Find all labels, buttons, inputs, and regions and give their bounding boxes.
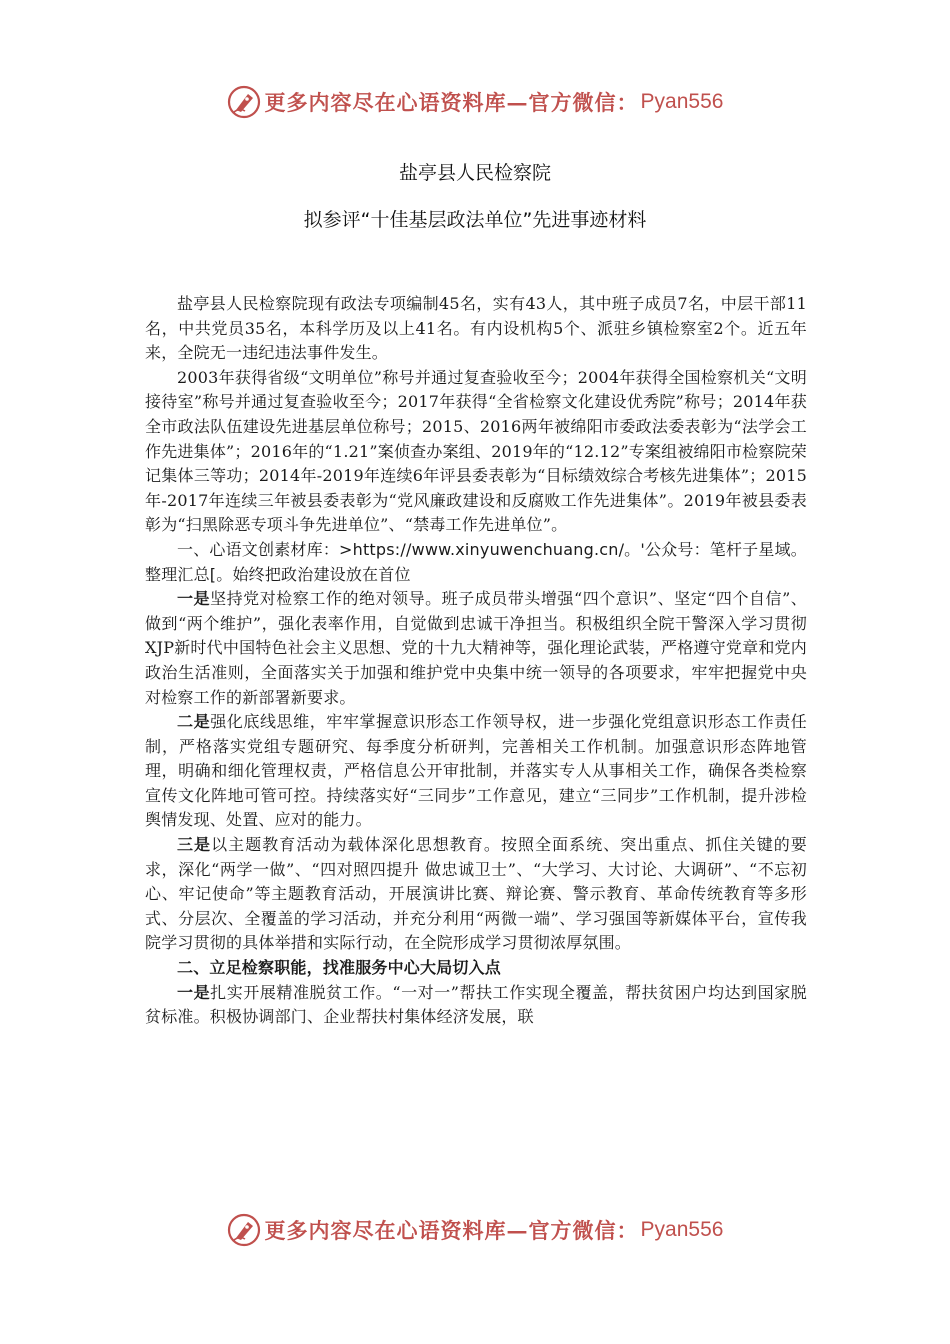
paragraph-point-2 xyxy=(145,710,807,833)
watermark-brand: Pyan556 xyxy=(640,1218,724,1241)
point-text: 坚持党对检察工作的绝对领导。班子成员带头增强“四个意识”、坚定“四个自信”、做到“两个维护”，强化表率作用，自觉做到忠诚干净担当。积极组织全院干警深入学习贯彻XJP新时代中国特色社会主义思想、党的十九大精神等，强化理论武装，严格遵守党章和党内政治生活准则，全面落实关于加强和维护党中央集中统一领导的各项要求，牢牢把握党中央对检察工作的新部署新要求。 xyxy=(145,589,807,707)
point-text: 强化底线思维，牢牢掌握意识形态工作领导权，进一步强化党组意识形态工作责任制，严格落实党组专题研究、每季度分析研判，完善相关工作机制。加强意识形态阵地管理，明确和细化管理权责，严格信息公开审批制，并落实专人从事相关工作，确保各类检察宣传文化阵地可管可控。持续落实好“三同步”工作意见，建立“三同步”工作机制，提升涉检舆情发现、处置、应对的能力。 xyxy=(145,712,808,830)
point-lead: 三是 xyxy=(177,835,212,855)
paragraph-honors: 2003年获得省级“文明单位”称号并通过复查验收至今；2004年获得全国检察机关“文明接待室”称号并通过复查验收至今；2017年获得“全省检察文化建设优秀院”称号；2014年获全市政法队伍建设先进基层单位称号；2015、2016两年被绵阳市委政法委表彰为“法学会工作先进集体”；2016年的“1.21”案侦查办案组、2019年的“12.12”专案组被绵阳市检察院荣记集体三等功；2014年-2019年连续6年评县委表彰为“目标绩效综合考核先进集体”；2015年-2017年连续三年被县委表彰为“党风廉政建设和反腐败工作先进集体”。2019年被县委表彰为“扫黑除恶专项斗争先进单位”、“禁毒工作先进单位”。 xyxy=(145,367,807,535)
point-text: 以主题教育活动为载体深化思想教育。按照全面系统、突出重点、抓住关键的要求，深化“两学一做”、“四对照四提升 做忠诚卫士”、“大学习、大讨论、大调研”、“不忘初心、牢记使命”等主题教育活动，开展演讲比赛、辩论赛、警示教育、革命传统教育等多形式、分层次、全覆盖的学习活动，并充分利用“两微一端”、学习强国等新媒体平台，宣传我院学习贯彻的具体举措和实际行动，在全院形成学习贯彻浓厚氛围。 xyxy=(145,835,807,953)
point-text: 扎实开展精准脱贫工作。“一对一”帮扶工作实现全覆盖，帮扶贫困户均达到国家脱贫标准。积极协调部门、企业帮扶村集体经济发展，联 xyxy=(145,982,808,1027)
watermark-text: 更多内容尽在心语资料库—官方微信： xyxy=(264,90,639,115)
watermark-text: 更多内容尽在心语资料库—官方微信： xyxy=(264,1218,639,1243)
document-subtitle: 拟参评“十佳基层政法单位”先进事迹材料 xyxy=(303,209,647,231)
point-lead: 一是 xyxy=(177,589,211,609)
pen-nib-icon xyxy=(227,85,261,119)
section-heading-1: 一、心语文创素材库：>https://www.xinyuwenchuang.cn/。'公众号：笔杆子星域。整理汇总[。始终把政治建设放在首位 xyxy=(145,539,807,584)
paragraph-point-1 xyxy=(145,587,807,710)
paragraph-point-4 xyxy=(145,981,807,1030)
paragraph-point-3 xyxy=(145,833,807,956)
pen-nib-icon xyxy=(227,1213,261,1247)
watermark-brand: Pyan556 xyxy=(640,90,724,113)
watermark-banner-bottom xyxy=(0,1208,950,1252)
point-lead: 一是 xyxy=(177,982,211,1002)
document-body xyxy=(145,292,807,1030)
watermark-banner-top xyxy=(0,80,950,124)
point-lead: 二是 xyxy=(177,712,211,732)
org-title: 盐亭县人民检察院 xyxy=(398,162,551,184)
paragraph-overview: 盐亭县人民检察院现有政法专项编制45名，实有43人，其中班子成员7名，中层干部11名，中共党员35名，本科学历及以上41名。有内设机构5个、派驻乡镇检察室2个。近五年来，全院无一违纪违法事件发生。 xyxy=(145,294,807,363)
section-heading-2: 二、立足检察职能，找准服务中心大局切入点 xyxy=(177,958,502,978)
